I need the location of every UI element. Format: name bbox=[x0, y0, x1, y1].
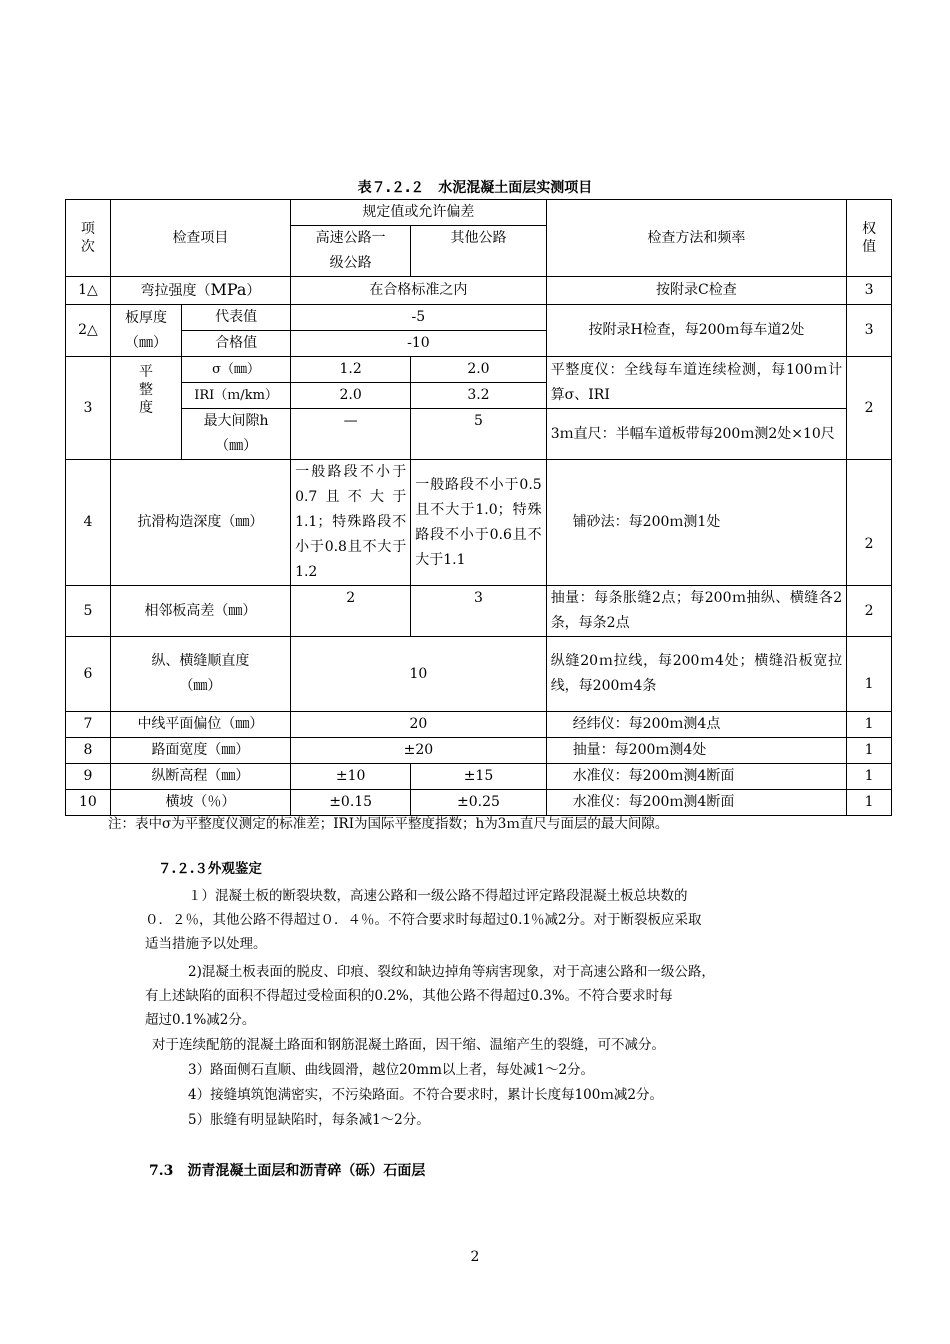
page-number: 2 bbox=[470, 1249, 480, 1265]
table-row bbox=[66, 277, 892, 305]
row4-weight: 2 bbox=[847, 460, 892, 586]
header-method: 检查方法和频率 bbox=[546, 200, 846, 277]
row2-val2: -10 bbox=[291, 331, 547, 357]
table-row bbox=[66, 357, 892, 383]
row10-weight: 1 bbox=[847, 790, 892, 816]
row4-hw: 一般路段不小于0.7且不大于1.1；特殊路段不小于0.8且不大于1.2 bbox=[291, 460, 411, 586]
row7-value: 20 bbox=[291, 712, 547, 738]
row3-item-3: 度 bbox=[138, 400, 153, 416]
row3-sub2: IRI（ｍ/km） bbox=[182, 383, 291, 409]
row1-weight: 3 bbox=[847, 277, 892, 305]
row3-sub1: σ（㎜） bbox=[182, 357, 291, 383]
row2-item: 板厚度（㎜） bbox=[110, 305, 181, 357]
row2-sub2: 合格值 bbox=[182, 331, 291, 357]
header-row-1 bbox=[66, 200, 892, 226]
row2-method: 按附录H检查，每200ｍ每车道2处 bbox=[546, 305, 846, 357]
row9-method: 水准仪：每200ｍ测4断面 bbox=[546, 764, 846, 790]
para-2-line-2: 有上述缺陷的面积不得超过受检面积的0.2%，其他公路不得超过0.3%。不符合要求时每 bbox=[145, 988, 673, 1004]
row7-method: 经纬仪：每200ｍ测4点 bbox=[546, 712, 846, 738]
row3-item-1: 平 bbox=[138, 364, 153, 380]
section-title: ７.２.３外观鉴定 bbox=[158, 861, 262, 877]
row10-no: 10 bbox=[66, 790, 111, 816]
header-item: 检查项目 bbox=[110, 200, 290, 277]
row3-ot2: 3.2 bbox=[411, 383, 546, 409]
row9-ot: ±15 bbox=[411, 764, 546, 790]
row10-method: 水准仪：每200ｍ测4断面 bbox=[546, 790, 846, 816]
row4-ot: 一般路段不小于0.5且不大于1.0；特殊路段不小于0.6且不大于1.1 bbox=[411, 460, 546, 586]
table-row bbox=[66, 764, 892, 790]
row8-item: 路面宽度（㎜） bbox=[110, 738, 290, 764]
table-row bbox=[66, 460, 892, 586]
row8-value: ±20 bbox=[291, 738, 547, 764]
table-title: 表７.２.２ 水泥混凝土面层实测项目 bbox=[357, 180, 593, 196]
para-5: 4）接缝填筑饱满密实，不污染路面。不符合要求时，累计长度每100ｍ减2分。 bbox=[188, 1087, 663, 1103]
row4-method: 铺砂法：每200ｍ测1处 bbox=[546, 460, 846, 586]
table-row bbox=[66, 305, 892, 331]
header-index-2: 次 bbox=[80, 239, 95, 255]
row10-item: 横坡（％） bbox=[110, 790, 290, 816]
para-2-line-3: 超过0.1%减2分。 bbox=[145, 1012, 256, 1028]
row3-item bbox=[110, 357, 181, 460]
header-other: 其他公路 bbox=[411, 226, 546, 277]
row3-weight: 2 bbox=[847, 357, 892, 460]
row6-no: 6 bbox=[66, 637, 111, 712]
row5-hw: 2 bbox=[291, 586, 411, 637]
row5-item: 相邻板高差（㎜） bbox=[110, 586, 290, 637]
row7-weight: 1 bbox=[847, 712, 892, 738]
header-weight-2: 值 bbox=[862, 239, 877, 255]
header-weight bbox=[847, 200, 892, 277]
row1-item-end: ） bbox=[246, 283, 261, 299]
row3-no: 3 bbox=[66, 357, 111, 460]
row1-method: 按附录C检查 bbox=[546, 277, 846, 305]
row3-item-2: 整 bbox=[138, 382, 153, 398]
row8-method: 抽量：每200ｍ测4处 bbox=[546, 738, 846, 764]
table-note: 注：表中σ为平整度仪测定的标准差；IRI为国际平整度指数；h为3ｍ直尺与面层的最大间隙。 bbox=[108, 816, 669, 832]
row5-method: 抽量：每条胀缝2点；每200ｍ抽纵、横缝各2条，每条2点 bbox=[546, 586, 846, 637]
para-1-line-3: 适当措施予以处理。 bbox=[145, 936, 267, 952]
row9-no: 9 bbox=[66, 764, 111, 790]
row7-no: 7 bbox=[66, 712, 111, 738]
row3-method1: 平整度仪：全线每车道连续检测，每100ｍ计算σ、IRI bbox=[546, 357, 846, 409]
row1-unit: MPa bbox=[210, 280, 247, 299]
row1-item bbox=[110, 277, 290, 305]
row10-ot: ±0.25 bbox=[411, 790, 546, 816]
header-weight-1: 权 bbox=[862, 221, 877, 237]
header-highway: 高速公路一级公路 bbox=[291, 226, 411, 277]
row3-hw2: 2.0 bbox=[291, 383, 411, 409]
para-3: 对于连续配筋的混凝土路面和钢筋混凝土路面，因干缩、温缩产生的裂缝，可不减分。 bbox=[152, 1037, 665, 1053]
para-6: 5）胀缝有明显缺陷时，每条减1～2分。 bbox=[188, 1112, 430, 1128]
row2-val1: -5 bbox=[291, 305, 547, 331]
header-tolerance: 规定值或允许偏差 bbox=[291, 200, 547, 226]
table-row bbox=[66, 409, 892, 435]
row6-value: 10 bbox=[291, 637, 547, 712]
para-1-line-1: １）混凝土板的断裂块数，高速公路和一级公路不得超过评定路段混凝土板总块数的 bbox=[188, 888, 688, 904]
row2-no: 2△ bbox=[66, 305, 111, 357]
row3-hw1: 1.2 bbox=[291, 357, 411, 383]
para-4: 3）路面侧石直顺、曲线圆滑，越位20mm以上者，每处减1～2分。 bbox=[188, 1062, 595, 1078]
row5-ot: 3 bbox=[411, 586, 546, 637]
header-index bbox=[66, 200, 111, 277]
row3-sub3: 最大间隙h（㎜） bbox=[182, 409, 291, 460]
table-row bbox=[66, 586, 892, 637]
row6-weight: 1 bbox=[847, 637, 892, 712]
next-section-heading: 7.3 沥青混凝土面层和沥青碎（砾）石面层 bbox=[149, 1163, 426, 1179]
inspection-table bbox=[65, 199, 892, 816]
row9-item: 纵断高程（㎜） bbox=[110, 764, 290, 790]
row6-item: 纵、横缝顺直度（㎜） bbox=[110, 637, 290, 712]
table-row bbox=[66, 712, 892, 738]
row3-hw3: — bbox=[291, 409, 411, 460]
table-row bbox=[66, 637, 892, 712]
row9-hw: ±10 bbox=[291, 764, 411, 790]
row1-value: 在合格标准之内 bbox=[291, 277, 547, 305]
para-1-line-2: ０．２％，其他公路不得超过０．４％。不符合要求时每超过0.1％减2分。对于断裂板应采取 bbox=[145, 912, 702, 928]
row7-item: 中线平面偏位（㎜） bbox=[110, 712, 290, 738]
row5-weight: 2 bbox=[847, 586, 892, 637]
row2-weight: 3 bbox=[847, 305, 892, 357]
row4-no: 4 bbox=[66, 460, 111, 586]
header-index-1: 项 bbox=[80, 221, 95, 237]
row8-no: 8 bbox=[66, 738, 111, 764]
table-row bbox=[66, 738, 892, 764]
row2-sub1: 代表值 bbox=[182, 305, 291, 331]
row3-method2: 3ｍ直尺：半幅车道板带每200ｍ测2处×10尺 bbox=[546, 409, 846, 460]
row1-no: 1△ bbox=[66, 277, 111, 305]
row3-ot1: 2.0 bbox=[411, 357, 546, 383]
row10-hw: ±0.15 bbox=[291, 790, 411, 816]
row6-method: 纵缝20ｍ拉线，每200ｍ4处；横缝沿板宽拉线，每200ｍ4条 bbox=[546, 637, 846, 712]
row5-no: 5 bbox=[66, 586, 111, 637]
row9-weight: 1 bbox=[847, 764, 892, 790]
row3-ot3: 5 bbox=[411, 409, 546, 460]
row8-weight: 1 bbox=[847, 738, 892, 764]
row4-item: 抗滑构造深度（㎜） bbox=[110, 460, 290, 586]
para-2-line-1: 2)混凝土板表面的脱皮、印痕、裂纹和缺边掉角等病害现象，对于高速公路和一级公路， bbox=[188, 964, 715, 980]
row1-item-text: 弯拉强度（ bbox=[140, 283, 211, 299]
